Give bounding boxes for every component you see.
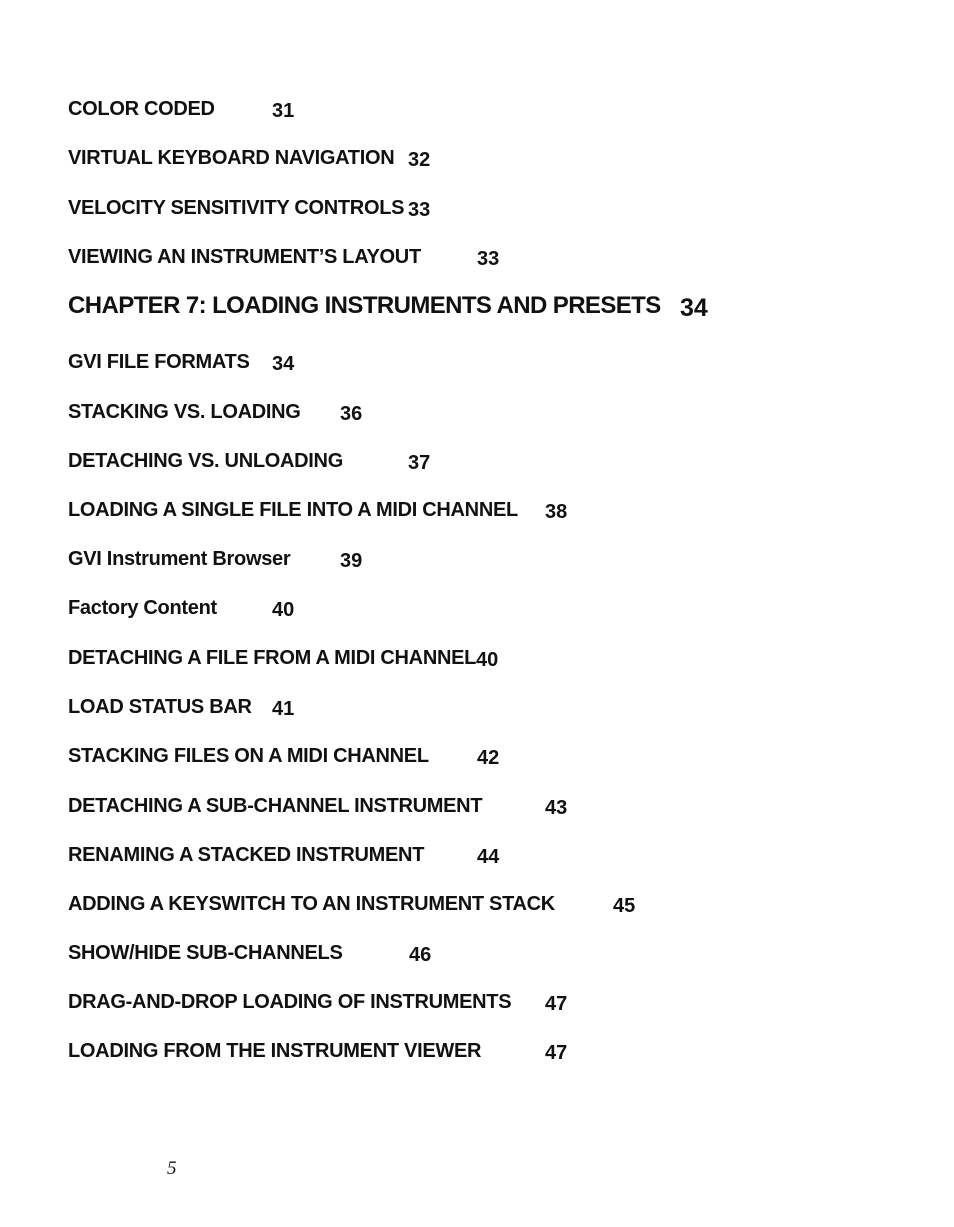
toc-entry-title: DETACHING A SUB-CHANNEL INSTRUMENT <box>68 795 483 817</box>
toc-entry-title: DRAG-AND-DROP LOADING OF INSTRUMENTS <box>68 991 512 1013</box>
toc-entry-page: 44 <box>477 846 500 868</box>
toc-entry-title: DETACHING VS. UNLOADING <box>68 450 343 472</box>
toc-entry-title: GVI Instrument Browser <box>68 548 291 570</box>
toc-entry-page: 41 <box>272 698 295 720</box>
toc-entry-page: 36 <box>340 403 363 425</box>
toc-entry-page: 42 <box>477 747 500 769</box>
toc-entry-page: 32 <box>408 149 431 171</box>
toc-entry-page: 40 <box>476 649 499 671</box>
toc-entry-title: STACKING FILES ON A MIDI CHANNEL <box>68 745 429 767</box>
toc-entry-page: 40 <box>272 599 295 621</box>
toc-entry-page: 33 <box>408 199 431 221</box>
toc-entry-title: LOADING A SINGLE FILE INTO A MIDI CHANNEL <box>68 499 518 521</box>
toc-entry-title: SHOW/HIDE SUB-CHANNELS <box>68 942 343 964</box>
toc-entry-page: 38 <box>545 501 568 523</box>
page-number: 5 <box>167 1158 177 1179</box>
toc-entry-title: LOAD STATUS BAR <box>68 696 252 718</box>
toc-entry-page: 47 <box>545 1042 568 1064</box>
toc-entry-title: RENAMING A STACKED INSTRUMENT <box>68 844 425 866</box>
toc-entry-title: Factory Content <box>68 597 217 619</box>
toc-entry-title: ADDING A KEYSWITCH TO AN INSTRUMENT STACK <box>68 893 555 915</box>
toc-entry-title: VIEWING AN INSTRUMENT’S LAYOUT <box>68 246 421 268</box>
toc-entry-page: 37 <box>408 452 431 474</box>
toc-entry-page: 33 <box>477 248 500 270</box>
toc-entry-title: VELOCITY SENSITIVITY CONTROLS <box>68 197 405 219</box>
toc-entry-title: LOADING FROM THE INSTRUMENT VIEWER <box>68 1040 482 1062</box>
toc-entry-title: VIRTUAL KEYBOARD NAVIGATION <box>68 147 395 169</box>
toc-entry-page: 39 <box>340 550 363 572</box>
toc-entry-title: COLOR CODED <box>68 98 215 120</box>
toc-entry-title: GVI FILE FORMATS <box>68 351 250 373</box>
toc-entry-title: DETACHING A FILE FROM A MIDI CHANNEL <box>68 647 477 669</box>
toc-entry-title: CHAPTER 7: LOADING INSTRUMENTS AND PRESETS <box>68 292 661 319</box>
toc-entry-page: 34 <box>680 294 708 322</box>
toc-entry-page: 46 <box>409 944 432 966</box>
toc-entry-page: 47 <box>545 993 568 1015</box>
toc-entry-title: STACKING VS. LOADING <box>68 401 301 423</box>
toc-entry-page: 34 <box>272 353 295 375</box>
toc-entry-page: 45 <box>613 895 636 917</box>
toc-entry-page: 31 <box>272 100 295 122</box>
toc-entry-page: 43 <box>545 797 568 819</box>
